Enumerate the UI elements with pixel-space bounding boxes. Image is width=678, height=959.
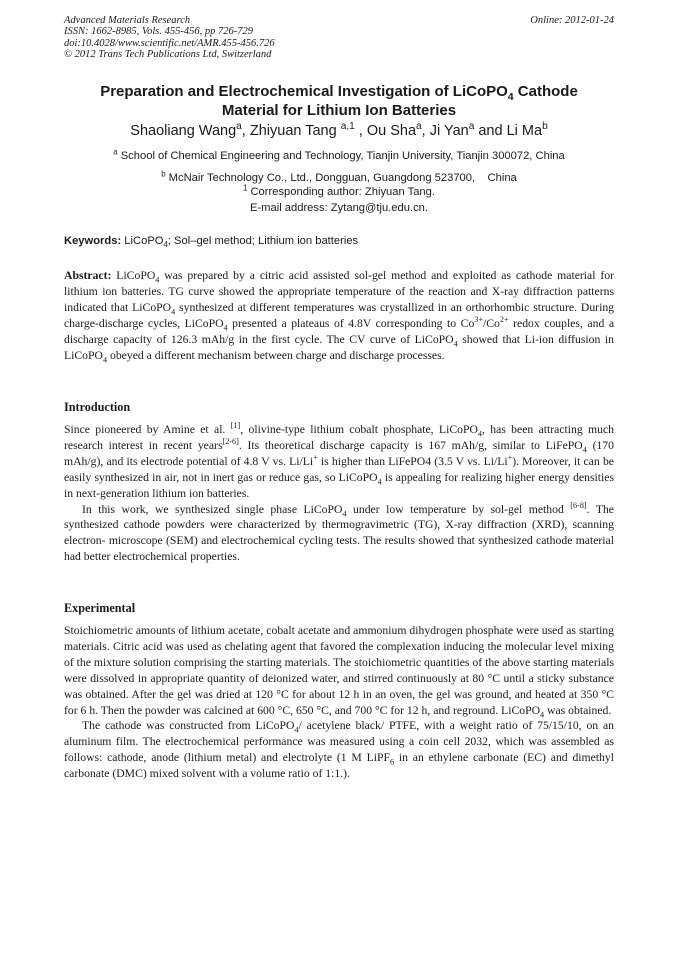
experimental-paragraph-2: The cathode was constructed from LiCoPO$_4$/ acetylene black/ PTFE, with a weight ratio of 75/15/10, on an aluminum film. The electrochemical performance was measured using a coin cell 2032, which was assembled as follows: cathode, anode (lithium metal) and electrolyte (1 M LiPF$_6$ in an ethylene carbonate (EC) and dimethyl carbonate (DMC) mixed solvent with a volume ratio of 1:1.). xyxy=(64,719,614,781)
email-address: E-mail address: Zytang@tju.edu.cn. xyxy=(249,202,428,214)
author: Ji Yan xyxy=(429,123,469,139)
abstract: Abstract: LiCoPO$_4$ was prepared by a citric acid assisted sol-gel method and exploited as cathode material for lithium ion batteries. TG curve showed the appropriate temperature of the reaction and X-ray diffraction patterns indicated that LiCoPO$_4$ synthesized at different temperatures was crystallized in an orthorhombic structure. During charge-discharge cycles, LiCoPO$_4$ presented a plateaus of 4.8V corresponding to $Co^{3+}/Co^{2+}$ redox couples, and a discharge capacity of 126.3 mAh/g in the first cycle. The CV curve of LiCoPO$_4$ showed that Li-ion diffusion in LiCoPO$_4$ obeyed a different mechanism between charge and discharge processes. xyxy=(64,269,615,364)
keywords: Keywords: LiCoPO$_4$; Sol–gel method; Lithium ion batteries xyxy=(64,235,359,250)
online-date: Online: 2012-01-24 xyxy=(530,15,614,26)
experimental-paragraph-1: Stoichiometric amounts of lithium acetate, cobalt acetate and ammonium dihydrogen phosphate were used as starting materials. Citric acid was used as chelating agent that favored the complexation inducing the molecular level mixing of the mixture solution comprising the starting materials. The stoichiometric quantities of the above starting materials were dissolved in appropriate quantity of deionized water, and stirred continuously at 80 °C until a sticky substance was obtained. After the gel was dried at 120 °C for about 12 h in an oven, the gel was ground, and heated at 350 °C for 6 h. Then the powder was calcined at 600 °C, 650 °C, and 700 °C for 12 h, and reground. LiCoPO$_4$ was obtained. xyxy=(64,624,614,719)
corresponding-author: $^1$ Corresponding author: Zhiyuan Tang. xyxy=(243,183,435,198)
keywords-label: Keywords: xyxy=(64,235,122,247)
affiliation-a: $^a$ School of Chemical Engineering and Technology, Tianjin University, Tianjin 300072, China xyxy=(113,147,565,162)
author: Shaoliang Wang xyxy=(130,123,237,139)
copyright-line: © 2012 Trans Tech Publications Ltd, Switzerland xyxy=(64,48,272,60)
journal-name: Advanced Materials Research xyxy=(64,15,191,26)
intro-paragraph-2: In this work, we synthesized single phase LiCoPO$_4$ under low temperature by sol-gel method [6-8]. The synthesized cathode powders were characterized by thermogravimetric (TG), X-ray diffraction (XRD), scanning electron- microscope (SEM) and electrochemical cycling tests. The results showed that synthesized cathode material had better electrochemical properties. xyxy=(64,500,614,564)
paper-title: Preparation and Electrochemical Investigation of LiCoPO$_4$ Cathode Material for Lithium Ion Batteries xyxy=(100,83,578,119)
issn-line: ISSN: 1662-8985, Vols. 455-456, pp 726-729 xyxy=(64,26,253,38)
author: Li Ma xyxy=(506,123,543,139)
introduction-heading: Introduction xyxy=(64,400,131,414)
introduction-text xyxy=(64,422,614,565)
affiliation-b: $^b$ McNair Technology Co., Ltd., Dongguan, Guangdong 523700, China xyxy=(161,169,517,184)
doi-line: doi:10.4028/www.scientific.net/AMR.455-456.726 xyxy=(64,37,275,49)
author: Ou Sha xyxy=(366,123,417,139)
author-list: Shaoliang Wang$^a$, Zhiyuan Tang $^{a,1}$ , Ou Sha$^a$, Ji Yan$^a$ and Li Ma$^b$ xyxy=(130,121,548,139)
author: Zhiyuan Tang xyxy=(249,123,341,139)
experimental-heading: Experimental xyxy=(64,601,136,615)
journal-header xyxy=(64,15,275,60)
intro-paragraph-1: Since pioneered by Amine et al. [1], olivine-type lithium cobalt phosphate, LiCoPO$_4$, has been attracting much research interest in recent years[2-6]. Its theoretical discharge capacity is 167 mAh/g, similar to LiFePO$_4$ (170 mAh/g), and its electrode potential of 4.8 V vs. Li/Li+ is higher than LiFePO4 (3.5 V vs. Li/Li+). Moreover, it can be easily synthesized in air, not in inert gas or reduce gas, so LiCoPO$_4$ is appealing for realizing higher energy densities in next-generation lithium ion batteries. xyxy=(64,421,614,500)
abstract-label: Abstract: xyxy=(64,269,112,282)
experimental-text xyxy=(64,623,614,782)
